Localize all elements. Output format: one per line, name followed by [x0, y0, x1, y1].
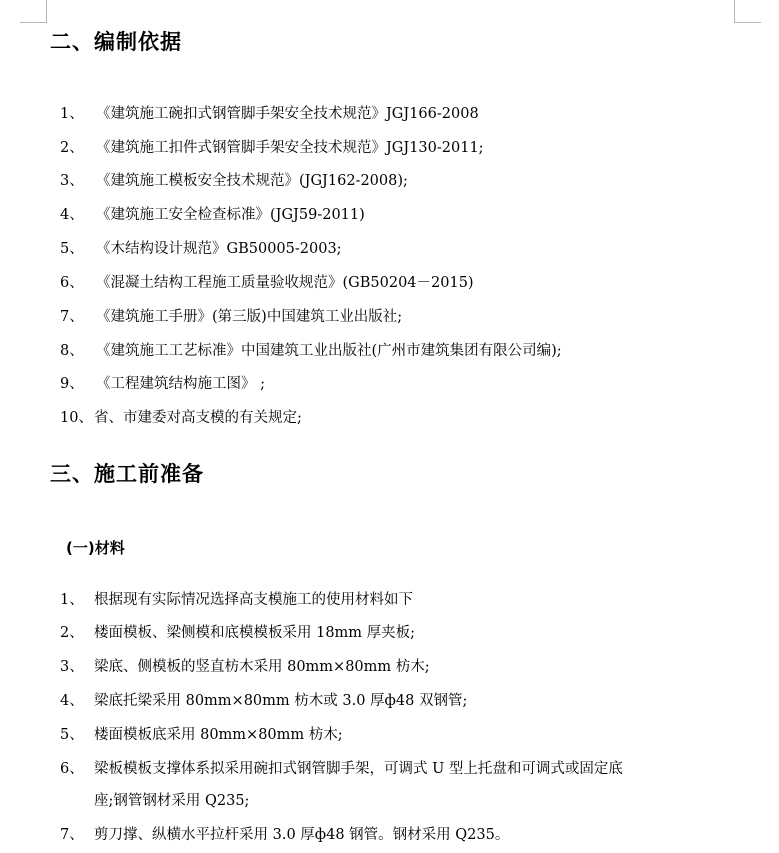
- list-item: 4、 《建筑施工安全检查标准》(JGJ59-2011): [60, 207, 365, 223]
- page-corner-mark-left: [20, 0, 47, 23]
- list-item: 7、 剪刀撑、纵横水平拉杆采用 3.0 厚ф48 钢管。钢材采用 Q235。: [60, 827, 510, 843]
- list-item: 1、 《建筑施工碗扣式钢管脚手架安全技术规范》JGJ166-2008: [60, 106, 479, 122]
- list-item: 1、 根据现有实际情况选择高支模施工的使用材料如下: [60, 592, 413, 608]
- list-item: 3、 梁底、侧模板的竖直枋木采用 80mm×80mm 枋木;: [60, 659, 430, 675]
- list-item: 9、 《工程建筑结构施工图》 ;: [60, 376, 265, 392]
- list-item: 10、省、市建委对高支模的有关规定;: [60, 410, 302, 426]
- list-item: 8、 《建筑施工工艺标准》中国建筑工业出版社(广州市建筑集团有限公司编);: [60, 343, 562, 359]
- list-item: 6、 梁板模板支撑体系拟采用碗扣式钢管脚手架，可调式 U 型上托盘和可调式或固定底: [60, 761, 623, 777]
- list-item: 5、 楼面模板底采用 80mm×80mm 枋木;: [60, 727, 343, 743]
- list-item: 7、 《建筑施工手册》(第三版)中国建筑工业出版社;: [60, 309, 403, 325]
- list-item: 2、 《建筑施工扣件式钢管脚手架安全技术规范》JGJ130-2011;: [60, 140, 484, 156]
- list-item: 5、 《木结构设计规范》GB50005-2003;: [60, 241, 342, 257]
- section-heading-2: 二、编制依据: [50, 30, 182, 54]
- page-corner-mark-right: [734, 0, 761, 23]
- section-heading-3: 三、施工前准备: [50, 462, 204, 486]
- list-item: 2、 楼面模板、梁侧模和底模模板采用 18mm 厚夹板;: [60, 625, 416, 641]
- list-item: 3、 《建筑施工模板安全技术规范》(JGJ162-2008);: [60, 173, 408, 189]
- list-item: 4、 梁底托梁采用 80mm×80mm 枋木或 3.0 厚ф48 双钢管;: [60, 693, 468, 709]
- list-item-continuation: 座;钢管钢材采用 Q235;: [94, 793, 250, 809]
- list-item: 6、 《混凝土结构工程施工质量验收规范》(GB50204－2015): [60, 275, 474, 291]
- subsection-heading-materials: (一)材料: [66, 539, 125, 557]
